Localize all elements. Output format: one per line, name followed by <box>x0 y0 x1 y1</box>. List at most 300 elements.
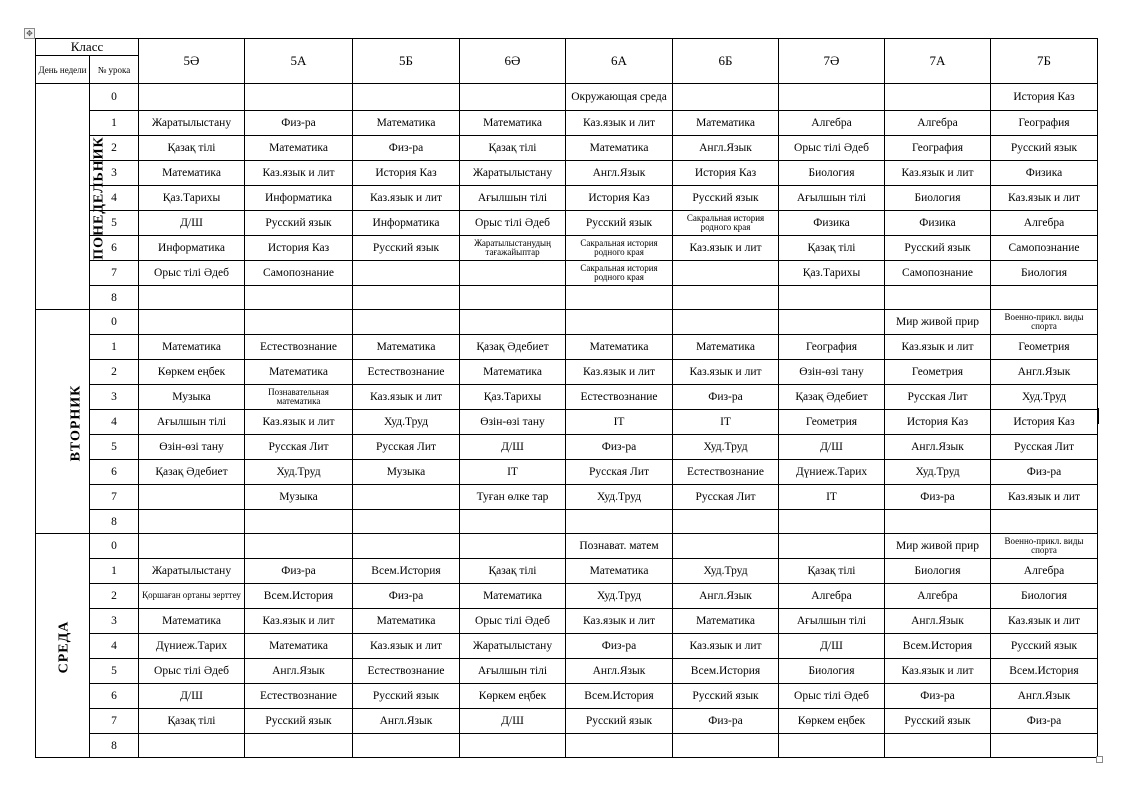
schedule-cell[interactable]: Дүниеж.Тарих <box>779 460 885 485</box>
schedule-cell[interactable]: Физ-ра <box>566 634 673 659</box>
schedule-cell[interactable]: Русский язык <box>566 211 673 236</box>
schedule-cell[interactable]: Математика <box>673 335 779 360</box>
schedule-cell[interactable]: Англ.Язык <box>245 659 353 684</box>
schedule-cell[interactable] <box>566 510 673 534</box>
schedule-cell[interactable]: Жаратылыстану <box>460 161 566 186</box>
schedule-cell[interactable]: Орыс тілі Әдеб <box>460 211 566 236</box>
lesson-number-cell: 8 <box>90 510 139 534</box>
schedule-cell[interactable] <box>566 286 673 310</box>
schedule-cell[interactable]: Русский язык <box>245 709 353 734</box>
schedule-cell[interactable]: История Каз <box>353 161 460 186</box>
schedule-cell[interactable]: География <box>885 136 991 161</box>
schedule-cell[interactable]: Информатика <box>245 186 353 211</box>
table-resize-handle[interactable] <box>1096 756 1103 763</box>
schedule-cell[interactable]: Мир живой прир <box>885 534 991 559</box>
schedule-cell[interactable] <box>885 84 991 111</box>
lesson-number-cell: 6 <box>90 684 139 709</box>
schedule-cell[interactable]: Өзін-өзі тану <box>460 410 566 435</box>
table-row <box>36 286 1098 310</box>
schedule-cell[interactable]: Математика <box>673 111 779 136</box>
schedule-cell[interactable]: Русский язык <box>353 684 460 709</box>
schedule-cell[interactable] <box>139 485 245 510</box>
schedule-cell[interactable] <box>885 510 991 534</box>
table-row <box>36 609 1098 634</box>
schedule-cell[interactable] <box>245 734 353 758</box>
table-row <box>36 709 1098 734</box>
schedule-cell[interactable]: Естествознание <box>673 460 779 485</box>
schedule-cell[interactable]: Каз.язык и лит <box>991 609 1098 634</box>
day-name: ПОНЕДЕЛЬНИК <box>91 135 107 260</box>
table-row <box>36 634 1098 659</box>
schedule-cell[interactable]: Д/Ш <box>460 435 566 460</box>
schedule-cell[interactable]: Д/Ш <box>139 211 245 236</box>
day-name-cell <box>36 84 107 310</box>
schedule-cell[interactable]: Биология <box>779 659 885 684</box>
lesson-number-cell: 6 <box>90 236 139 261</box>
lesson-number-cell: 2 <box>90 136 139 161</box>
schedule-cell[interactable]: Геометрия <box>991 335 1098 360</box>
schedule-cell[interactable]: Сакральная история родного края <box>566 236 673 261</box>
schedule-cell[interactable]: Қазақ тілі <box>460 136 566 161</box>
class-column-header: 5А <box>245 39 353 84</box>
lesson-number-cell: 3 <box>90 161 139 186</box>
schedule-cell[interactable] <box>673 510 779 534</box>
schedule-cell[interactable]: Худ.Труд <box>673 435 779 460</box>
schedule-cell[interactable] <box>353 734 460 758</box>
schedule-cell[interactable]: Биология <box>779 161 885 186</box>
schedule-cell[interactable]: Русский язык <box>566 709 673 734</box>
table-row <box>36 211 1098 236</box>
schedule-cell[interactable]: Математика <box>245 634 353 659</box>
schedule-cell[interactable]: Худ.Труд <box>885 460 991 485</box>
schedule-cell[interactable]: Математика <box>139 161 245 186</box>
schedule-cell[interactable]: Ағылшын тілі <box>460 659 566 684</box>
text-cursor <box>1098 408 1099 424</box>
table-row <box>36 734 1098 758</box>
schedule-cell[interactable]: История Каз <box>991 84 1098 111</box>
lesson-number-cell: 3 <box>90 385 139 410</box>
schedule-cell[interactable]: Физ-ра <box>885 485 991 510</box>
table-row <box>36 485 1098 510</box>
schedule-cell[interactable] <box>673 286 779 310</box>
schedule-cell[interactable]: Биология <box>991 584 1098 609</box>
schedule-cell[interactable]: Қазақ Әдебиет <box>139 460 245 485</box>
lesson-number-cell: 8 <box>90 734 139 758</box>
lesson-number-cell: 2 <box>90 584 139 609</box>
schedule-cell[interactable] <box>885 286 991 310</box>
schedule-cell[interactable] <box>460 286 566 310</box>
schedule-cell[interactable]: Естествознание <box>353 360 460 385</box>
schedule-cell[interactable] <box>460 734 566 758</box>
schedule-cell[interactable]: Каз.язык и лит <box>353 186 460 211</box>
schedule-cell[interactable]: Самопознание <box>991 236 1098 261</box>
schedule-cell[interactable]: Худ.Труд <box>245 460 353 485</box>
schedule-cell[interactable] <box>885 734 991 758</box>
schedule-cell[interactable]: Русская Лит <box>991 435 1098 460</box>
schedule-cell[interactable]: Қазақ тілі <box>779 559 885 584</box>
schedule-cell[interactable] <box>991 734 1098 758</box>
schedule-cell[interactable]: Д/Ш <box>139 684 245 709</box>
schedule-cell[interactable]: Алгебра <box>885 584 991 609</box>
schedule-cell[interactable]: Англ.Язык <box>566 659 673 684</box>
schedule-cell[interactable]: Каз.язык и лит <box>673 360 779 385</box>
table-row <box>36 584 1098 609</box>
schedule-cell[interactable]: Математика <box>460 111 566 136</box>
schedule-cell[interactable] <box>566 310 673 335</box>
schedule-cell[interactable]: Русская Лит <box>245 435 353 460</box>
schedule-cell[interactable] <box>991 286 1098 310</box>
schedule-cell[interactable]: Сакральная история родного края <box>566 261 673 286</box>
schedule-cell[interactable]: Англ.Язык <box>566 161 673 186</box>
schedule-cell[interactable]: История Каз <box>566 186 673 211</box>
schedule-cell[interactable]: География <box>779 335 885 360</box>
schedule-cell[interactable]: Англ.Язык <box>885 609 991 634</box>
table-row <box>36 186 1098 211</box>
day-name-cell <box>36 310 90 534</box>
schedule-cell[interactable] <box>779 84 885 111</box>
lesson-number-cell: 6 <box>90 460 139 485</box>
schedule-cell[interactable] <box>460 510 566 534</box>
schedule-cell[interactable]: Математика <box>353 335 460 360</box>
schedule-cell[interactable]: История Каз <box>673 161 779 186</box>
schedule-cell[interactable]: Өзін-өзі тану <box>139 435 245 460</box>
schedule-cell[interactable] <box>673 534 779 559</box>
schedule-cell[interactable]: Физ-ра <box>673 709 779 734</box>
schedule-cell[interactable]: Жаратылыстану <box>139 111 245 136</box>
table-row <box>36 410 1098 435</box>
schedule-cell[interactable]: Познават. матем <box>566 534 673 559</box>
schedule-cell[interactable]: Всем.История <box>673 659 779 684</box>
table-row <box>36 236 1098 261</box>
schedule-cell[interactable]: Орыс тілі Әдеб <box>779 136 885 161</box>
schedule-cell[interactable] <box>673 84 779 111</box>
schedule-cell[interactable]: Англ.Язык <box>991 360 1098 385</box>
schedule-cell[interactable]: Биология <box>885 559 991 584</box>
schedule-cell[interactable]: Қазақ Әдебиет <box>779 385 885 410</box>
schedule-cell[interactable]: Военно-прикл. виды спорта <box>991 534 1098 559</box>
schedule-cell[interactable]: Худ.Труд <box>673 559 779 584</box>
schedule-cell[interactable]: Қазақ Әдебиет <box>460 335 566 360</box>
schedule-cell[interactable]: Русский язык <box>885 709 991 734</box>
schedule-cell[interactable]: Физ-ра <box>566 435 673 460</box>
schedule-cell[interactable]: Естествознание <box>353 659 460 684</box>
schedule-cell[interactable]: Каз.язык и лит <box>245 609 353 634</box>
schedule-cell[interactable]: Көркем еңбек <box>139 360 245 385</box>
schedule-cell[interactable]: Всем.История <box>885 634 991 659</box>
schedule-cell[interactable]: Ағылшын тілі <box>779 609 885 634</box>
schedule-cell[interactable] <box>139 510 245 534</box>
schedule-cell[interactable]: Физика <box>779 211 885 236</box>
schedule-cell[interactable]: Естествознание <box>245 684 353 709</box>
schedule-cell[interactable]: Физ-ра <box>991 460 1098 485</box>
schedule-cell[interactable] <box>673 734 779 758</box>
schedule-cell[interactable]: История Каз <box>885 410 991 435</box>
schedule-cell[interactable]: Худ.Труд <box>353 410 460 435</box>
schedule-cell[interactable]: Қазақ тілі <box>139 136 245 161</box>
schedule-cell[interactable]: Самопознание <box>885 261 991 286</box>
schedule-cell[interactable] <box>245 310 353 335</box>
schedule-cell[interactable]: Русский язык <box>353 236 460 261</box>
schedule-cell[interactable]: География <box>991 111 1098 136</box>
schedule-cell[interactable]: Окружающая среда <box>566 84 673 111</box>
day-name: СРЕДА <box>56 620 72 673</box>
schedule-cell[interactable]: Естествознание <box>245 335 353 360</box>
schedule-cell[interactable]: Каз.язык и лит <box>673 236 779 261</box>
schedule-cell[interactable] <box>353 310 460 335</box>
schedule-cell[interactable] <box>460 310 566 335</box>
schedule-cell[interactable]: Музыка <box>139 385 245 410</box>
table-row <box>36 435 1098 460</box>
schedule-cell[interactable]: Математика <box>353 111 460 136</box>
schedule-cell[interactable]: Орыс тілі Әдеб <box>139 659 245 684</box>
schedule-cell[interactable]: Математика <box>566 136 673 161</box>
schedule-cell[interactable]: Орыс тілі Әдеб <box>460 609 566 634</box>
schedule-cell[interactable]: Худ.Труд <box>566 485 673 510</box>
schedule-cell[interactable]: Математика <box>139 609 245 634</box>
schedule-cell[interactable]: Д/Ш <box>779 634 885 659</box>
schedule-cell[interactable]: Каз.язык и лит <box>353 385 460 410</box>
table-row <box>36 659 1098 684</box>
schedule-cell[interactable] <box>991 510 1098 534</box>
schedule-cell[interactable]: Дүниеж.Тарих <box>139 634 245 659</box>
schedule-cell[interactable]: Физ-ра <box>673 385 779 410</box>
schedule-cell[interactable]: Естествознание <box>566 385 673 410</box>
schedule-cell[interactable]: Физ-ра <box>885 684 991 709</box>
table-row <box>36 534 1098 559</box>
schedule-cell[interactable]: Русский язык <box>991 136 1098 161</box>
schedule-cell[interactable]: Каз.язык и лит <box>991 186 1098 211</box>
class-column-header: 6Ә <box>460 39 566 84</box>
schedule-cell[interactable]: Англ.Язык <box>885 435 991 460</box>
schedule-cell[interactable]: Информатика <box>139 236 245 261</box>
schedule-cell[interactable]: Каз.язык и лит <box>885 161 991 186</box>
schedule-cell[interactable] <box>353 84 460 111</box>
schedule-cell[interactable]: Каз.язык и лит <box>566 111 673 136</box>
schedule-cell[interactable]: Математика <box>673 609 779 634</box>
schedule-cell[interactable] <box>779 534 885 559</box>
schedule-cell[interactable]: Физ-ра <box>353 136 460 161</box>
schedule-cell[interactable]: Русская Лит <box>673 485 779 510</box>
schedule-cell[interactable]: Англ.Язык <box>991 684 1098 709</box>
schedule-cell[interactable] <box>779 310 885 335</box>
schedule-cell[interactable]: Русский язык <box>673 186 779 211</box>
schedule-cell[interactable]: Военно-прикл. виды спорта <box>991 310 1098 335</box>
lesson-number-cell: 7 <box>90 261 139 286</box>
schedule-cell[interactable]: Каз.язык и лит <box>353 634 460 659</box>
schedule-cell[interactable]: Худ.Труд <box>991 385 1098 410</box>
schedule-cell[interactable]: Математика <box>245 136 353 161</box>
schedule-cell[interactable]: Физ-ра <box>353 584 460 609</box>
schedule-cell[interactable]: Жаратылыстанудың тағажайыптар <box>460 236 566 261</box>
schedule-cell[interactable]: Геометрия <box>779 410 885 435</box>
schedule-cell[interactable]: Физика <box>991 161 1098 186</box>
schedule-cell[interactable]: Алгебра <box>779 584 885 609</box>
schedule-cell[interactable]: Ағылшын тілі <box>779 186 885 211</box>
schedule-cell[interactable] <box>566 734 673 758</box>
schedule-cell[interactable] <box>673 310 779 335</box>
table-move-handle[interactable]: ✥ <box>24 28 35 39</box>
schedule-cell[interactable]: Ағылшын тілі <box>460 186 566 211</box>
schedule-cell[interactable] <box>779 510 885 534</box>
schedule-cell[interactable]: Физ-ра <box>245 111 353 136</box>
lesson-number-cell: 1 <box>90 335 139 360</box>
schedule-cell[interactable]: Математика <box>139 335 245 360</box>
schedule-cell[interactable]: Каз.язык и лит <box>885 659 991 684</box>
schedule-cell[interactable]: История Каз <box>245 236 353 261</box>
schedule-cell[interactable]: Орыс тілі Әдеб <box>779 684 885 709</box>
lesson-number-cell: 0 <box>90 310 139 335</box>
schedule-cell[interactable]: Русская Лит <box>885 385 991 410</box>
table-row <box>36 360 1098 385</box>
lesson-number-cell: 0 <box>90 84 139 111</box>
schedule-cell[interactable]: Русская Лит <box>566 460 673 485</box>
schedule-cell[interactable] <box>779 286 885 310</box>
table-row <box>36 310 1098 335</box>
schedule-cell[interactable]: Познавательная математика <box>245 385 353 410</box>
schedule-cell[interactable]: Информатика <box>353 211 460 236</box>
schedule-cell[interactable]: Д/Ш <box>779 435 885 460</box>
schedule-cell[interactable]: Русский язык <box>885 236 991 261</box>
table-row <box>36 460 1098 485</box>
schedule-cell[interactable]: Англ.Язык <box>673 584 779 609</box>
schedule-cell[interactable]: Худ.Труд <box>566 584 673 609</box>
schedule-cell[interactable] <box>139 534 245 559</box>
schedule-cell[interactable]: Математика <box>566 335 673 360</box>
schedule-cell[interactable]: Каз.язык и лит <box>245 410 353 435</box>
lesson-number-cell: 5 <box>90 211 139 236</box>
lesson-number-cell: 4 <box>90 410 139 435</box>
day-name: ВТОРНИК <box>68 384 84 461</box>
table-row <box>36 261 1098 286</box>
schedule-cell[interactable]: IT <box>566 410 673 435</box>
schedule-cell[interactable]: Физ-ра <box>245 559 353 584</box>
schedule-cell[interactable]: Всем.История <box>991 659 1098 684</box>
schedule-cell[interactable]: Математика <box>566 559 673 584</box>
schedule-cell[interactable] <box>245 286 353 310</box>
schedule-cell[interactable]: Всем.История <box>566 684 673 709</box>
lesson-number-cell: 0 <box>90 534 139 559</box>
schedule-cell[interactable] <box>353 286 460 310</box>
schedule-cell[interactable]: Каз.язык и лит <box>991 485 1098 510</box>
schedule-cell[interactable]: Д/Ш <box>460 709 566 734</box>
schedule-cell[interactable]: Қазақ тілі <box>779 236 885 261</box>
schedule-cell[interactable] <box>460 534 566 559</box>
schedule-cell[interactable]: Музыка <box>245 485 353 510</box>
schedule-cell[interactable]: Қаз.Тарихы <box>139 186 245 211</box>
schedule-cell[interactable]: Қазақ тілі <box>460 559 566 584</box>
schedule-cell[interactable]: Қазақ тілі <box>139 709 245 734</box>
schedule-cell[interactable]: Алгебра <box>991 211 1098 236</box>
schedule-cell[interactable]: Каз.язык и лит <box>245 161 353 186</box>
schedule-cell[interactable]: IT <box>779 485 885 510</box>
lesson-number-cell: 7 <box>90 709 139 734</box>
schedule-cell[interactable]: Физ-ра <box>991 709 1098 734</box>
schedule-cell[interactable]: Қоршаған ортаны зерттеу <box>139 584 245 609</box>
schedule-cell[interactable]: Алгебра <box>885 111 991 136</box>
schedule-cell[interactable]: Орыс тілі Әдеб <box>139 261 245 286</box>
schedule-cell[interactable] <box>779 734 885 758</box>
schedule-cell[interactable]: Русский язык <box>245 211 353 236</box>
lesson-number-cell: 2 <box>90 360 139 385</box>
schedule-cell[interactable]: Көркем еңбек <box>460 684 566 709</box>
schedule-cell[interactable]: Ағылшын тілі <box>139 410 245 435</box>
schedule-cell[interactable]: Қаз.Тарихы <box>779 261 885 286</box>
lesson-number-cell: 8 <box>90 286 139 310</box>
schedule-cell[interactable]: Всем.История <box>245 584 353 609</box>
schedule-cell[interactable]: Алгебра <box>991 559 1098 584</box>
schedule-cell[interactable]: Физика <box>885 211 991 236</box>
schedule-cell[interactable]: IT <box>673 410 779 435</box>
schedule-cell[interactable]: Көркем еңбек <box>779 709 885 734</box>
lesson-number-cell: 4 <box>90 634 139 659</box>
lesson-number-cell: 1 <box>90 559 139 584</box>
schedule-cell[interactable]: Алгебра <box>779 111 885 136</box>
schedule-cell[interactable]: Жаратылыстану <box>460 634 566 659</box>
schedule-cell[interactable] <box>245 510 353 534</box>
table-row <box>36 84 1098 111</box>
schedule-cell[interactable]: Математика <box>245 360 353 385</box>
schedule-cell[interactable] <box>353 534 460 559</box>
class-header: Класс <box>36 39 139 56</box>
schedule-cell[interactable]: Математика <box>353 609 460 634</box>
schedule-cell[interactable]: Каз.язык и лит <box>885 335 991 360</box>
schedule-cell[interactable]: Жаратылыстану <box>139 559 245 584</box>
schedule-cell[interactable] <box>460 261 566 286</box>
schedule-cell[interactable]: Музыка <box>353 460 460 485</box>
table-row <box>36 559 1098 584</box>
schedule-cell[interactable]: Русская Лит <box>353 435 460 460</box>
schedule-cell[interactable]: Русский язык <box>991 634 1098 659</box>
schedule-cell[interactable] <box>139 286 245 310</box>
lesson-number-cell: 1 <box>90 111 139 136</box>
schedule-cell[interactable]: Мир живой прир <box>885 310 991 335</box>
schedule-cell[interactable]: Русский язык <box>673 684 779 709</box>
schedule-cell[interactable]: Биология <box>885 186 991 211</box>
schedule-cell[interactable]: Геометрия <box>885 360 991 385</box>
lesson-number-cell: 7 <box>90 485 139 510</box>
schedule-cell[interactable] <box>139 734 245 758</box>
schedule-cell[interactable]: История Каз <box>991 410 1098 435</box>
day-header: День недели <box>36 56 90 84</box>
schedule-cell[interactable]: Самопознание <box>245 261 353 286</box>
schedule-cell[interactable]: Каз.язык и лит <box>566 609 673 634</box>
schedule-cell[interactable] <box>353 510 460 534</box>
schedule-cell[interactable] <box>673 261 779 286</box>
schedule-cell[interactable]: Биология <box>991 261 1098 286</box>
schedule-cell[interactable] <box>353 485 460 510</box>
schedule-cell[interactable] <box>245 534 353 559</box>
schedule-cell[interactable]: Өзін-өзі тану <box>779 360 885 385</box>
schedule-cell[interactable]: Қаз.Тарихы <box>460 385 566 410</box>
schedule-cell[interactable] <box>353 261 460 286</box>
schedule-cell[interactable] <box>139 310 245 335</box>
schedule-cell[interactable]: IT <box>460 460 566 485</box>
schedule-cell[interactable] <box>245 84 353 111</box>
schedule-cell[interactable]: Англ.Язык <box>673 136 779 161</box>
schedule-cell[interactable]: Математика <box>460 584 566 609</box>
schedule-cell[interactable]: Всем.История <box>353 559 460 584</box>
schedule-cell[interactable]: Математика <box>460 360 566 385</box>
schedule-cell[interactable] <box>460 84 566 111</box>
schedule-cell[interactable]: Каз.язык и лит <box>566 360 673 385</box>
schedule-cell[interactable]: Англ.Язык <box>353 709 460 734</box>
table-row <box>36 510 1098 534</box>
schedule-cell[interactable]: Туған өлке тар <box>460 485 566 510</box>
schedule-cell[interactable]: Сакральная история родного края <box>673 211 779 236</box>
schedule-cell[interactable] <box>139 84 245 111</box>
table-row <box>36 385 1098 410</box>
schedule-cell[interactable]: Каз.язык и лит <box>673 634 779 659</box>
